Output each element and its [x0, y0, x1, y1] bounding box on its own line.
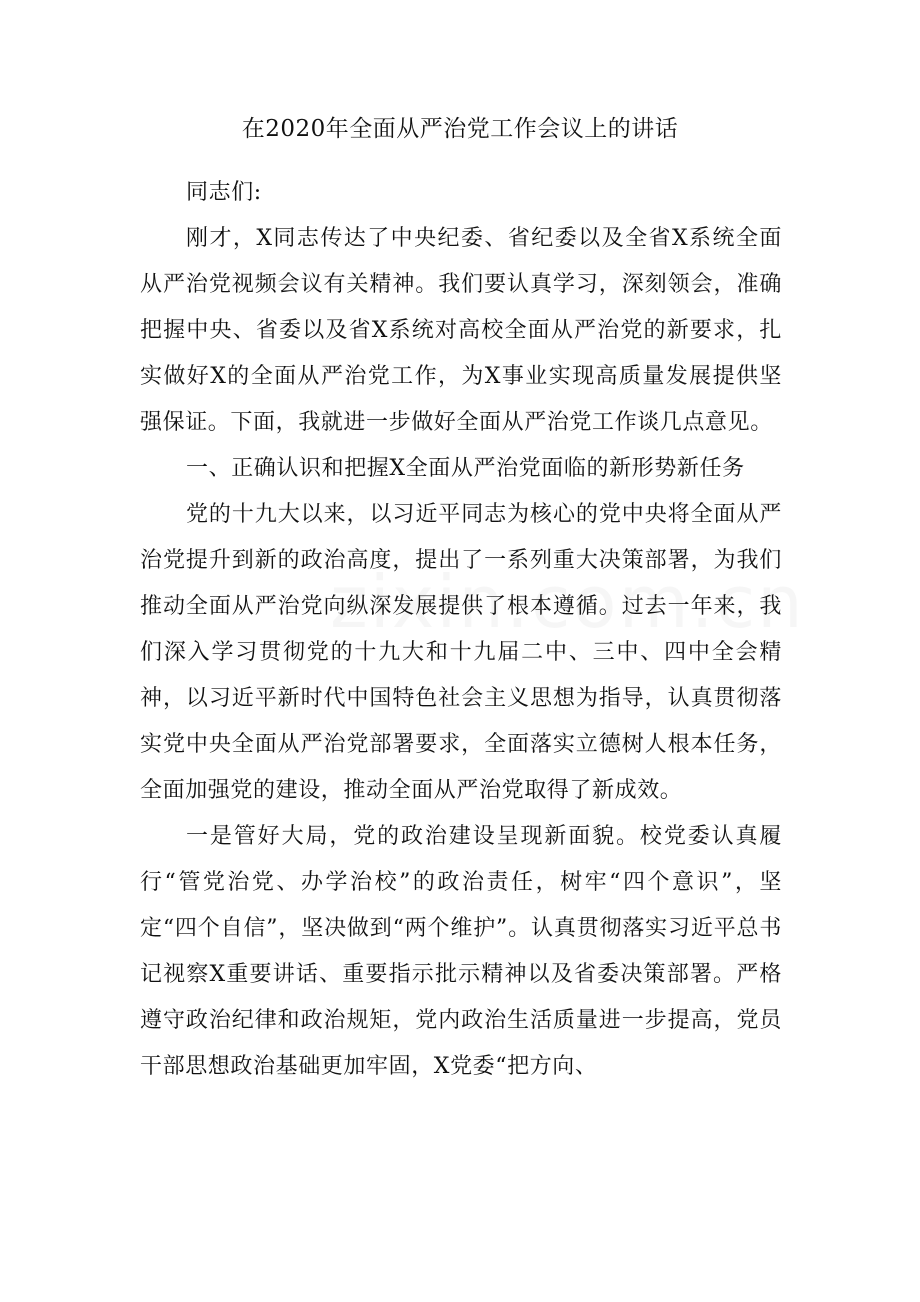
paragraph-intro: 刚才，X同志传达了中央纪委、省纪委以及全省X系统全面从严治党视频会议有关精神。我们要认真学习，深刻领会，准确把握中央、省委以及省X系统对高校全面从严治党的新要求，扎实做好X的全面从严治党工作，为X事业实现高质量发展提供坚强保证。下面，我就进一步做好全面从严治党工作谈几点意见。: [140, 226, 782, 435]
paragraph-overview: 党的十九大以来，以习近平同志为核心的党中央将全面从严治党提升到新的政治高度，提出了一系列重大决策部署，为我们推动全面从严治党向纵深发展提供了根本遵循。过去一年来，我们深入学习贯彻党的十九大和十九届二中、三中、四中全会精神，以习近平新时代中国特色社会主义思想为指导，认真贯彻落实党中央全面从严治党部署要求，全面落实立德树人根本任务，全面加强党的建设，推动全面从严治党取得了新成效。: [140, 502, 782, 803]
paragraph-point-one: 一是管好大局，党的政治建设呈现新面貌。校党委认真履行“管党治党、办学治校”的政治责任，树牢“四个意识”，坚定“四个自信”，坚决做到“两个维护”。认真贯彻落实习近平总书记视察X重要讲话、重要指示批示精神以及省委决策部署。严格遵守政治纪律和政治规矩，党内政治生活质量进一步提高，党员干部思想政治基础更加牢固，X党委“把方向、: [140, 824, 782, 1079]
section-heading: 一、正确认识和把握X全面从严治党面临的新形势新任务: [186, 456, 745, 481]
document-title: 在2020年全面从严治党工作会议上的讲话: [241, 116, 679, 142]
salutation: 同志们:: [186, 180, 262, 205]
document-body: [140, 170, 782, 1090]
